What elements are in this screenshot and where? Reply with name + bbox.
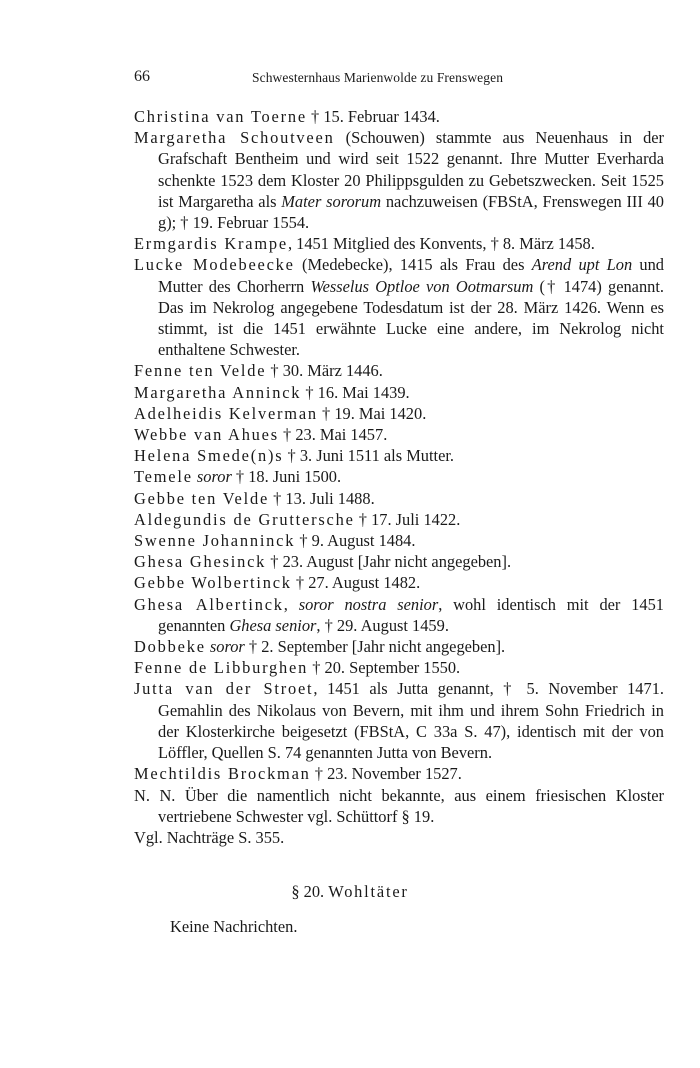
entry-nn: N. N. Über die namentlich nicht bekannte, aus einem friesischen Kloster vertriebene Schwester vgl. Schüttorf § 19. [134, 785, 664, 826]
section-text: Keine Nachrichten. [170, 917, 298, 936]
entry-temele: Temele soror † 18. Juni 1500. [134, 467, 342, 487]
running-title: Schwesternhaus Marienwolde zu Frenswegen [252, 70, 504, 85]
section-heading [0, 881, 700, 902]
entry-margaretha-anninck: Margaretha Anninck † 16. Mai 1439. [134, 382, 410, 402]
entry-adelheidis: Adelheidis Kelverman † 19. Mai 1420. [134, 403, 427, 423]
entry-ermgardis: Ermgardis Krampe, 1451 Mitglied des Konvents, † 8. März 1458. [134, 234, 595, 254]
entry-dobbeke: Dobbeke soror † 2. September [Jahr nicht angegeben]. [134, 637, 506, 657]
page-header [134, 68, 664, 90]
entry-lucke: Lucke Modebeecke (Medebecke), 1415 als Frau des Arend upt Lon und Mutter des Chorherrn Wesselus Optloe von Ootmarsum († 1474) genannt. Das im Nekrolog angegebene Todesdatum ist der 28. März 1426. Wenn es stimmt, ist die 1451 erwähnte Lucke eine andere, im Nekrolog nicht enthaltene Schwester. [134, 255, 664, 360]
entry-swenne: Swenne Johanninck † 9. August 1484. [134, 531, 416, 551]
entry-fenne-ten-velde: Fenne ten Velde † 30. März 1446. [134, 361, 383, 381]
entry-jutta: Jutta van der Stroet, 1451 als Jutta genannt, † 5. November 1471. Gemahlin des Nikolaus von Bevern, mit ihm und ihrem Sohn Friedrich in der Klosterkirche beigesetzt (FBStA, C 33a S. 47), identisch mit der von Löffler, Quellen S. 74 genannten Jutta von Bevern. [134, 679, 664, 763]
entry-vgl-nachtraege: Vgl. Nachträge S. 355. [134, 827, 285, 847]
section-title: Wohltäter [328, 882, 409, 901]
page-number: 66 [134, 68, 150, 85]
entry-gebbe-ten-velde: Gebbe ten Velde † 13. Juli 1488. [134, 488, 375, 508]
entry-christina: Christina van Toerne † 15. Februar 1434. [134, 107, 440, 126]
entry-webbe: Webbe van Ahues † 23. Mai 1457. [134, 425, 388, 445]
entry-helena: Helena Smede(n)s † 3. Juni 1511 als Mutter. [134, 446, 455, 466]
entry-mechtildis: Mechtildis Brockman † 23. November 1527. [134, 764, 462, 784]
entry-ghesa-ghesinck: Ghesa Ghesinck † 23. August [Jahr nicht angegeben]. [134, 552, 512, 572]
entry-list [134, 106, 664, 848]
entry-ghesa-albertinck: Ghesa Albertinck, soror nostra senior, wohl identisch mit der 1451 genannten Ghesa senior, † 29. August 1459. [134, 594, 664, 635]
entry-gebbe-wolbertinck: Gebbe Wolbertinck † 27. August 1482. [134, 573, 421, 593]
entry-aldegundis: Aldegundis de Gruttersche † 17. Juli 1422. [134, 509, 461, 529]
entry-fenne-de-libburghen: Fenne de Libburghen † 20. September 1550. [134, 658, 461, 678]
entry-margaretha-schoutveen: Margaretha Schoutveen (Schouwen) stammte aus Neuenhaus in der Grafschaft Bentheim und wird seit 1522 genannt. Ihre Mutter Everharda schenkte 1523 dem Kloster 20 Philippsgulden zu Gebetszwecken. Seit 1525 ist Margaretha als Mater sororum nachzuweisen (FBStA, Frenswegen III 40 g); † 19. Februar 1554. [134, 128, 665, 233]
section-number: § 20. [291, 882, 325, 901]
